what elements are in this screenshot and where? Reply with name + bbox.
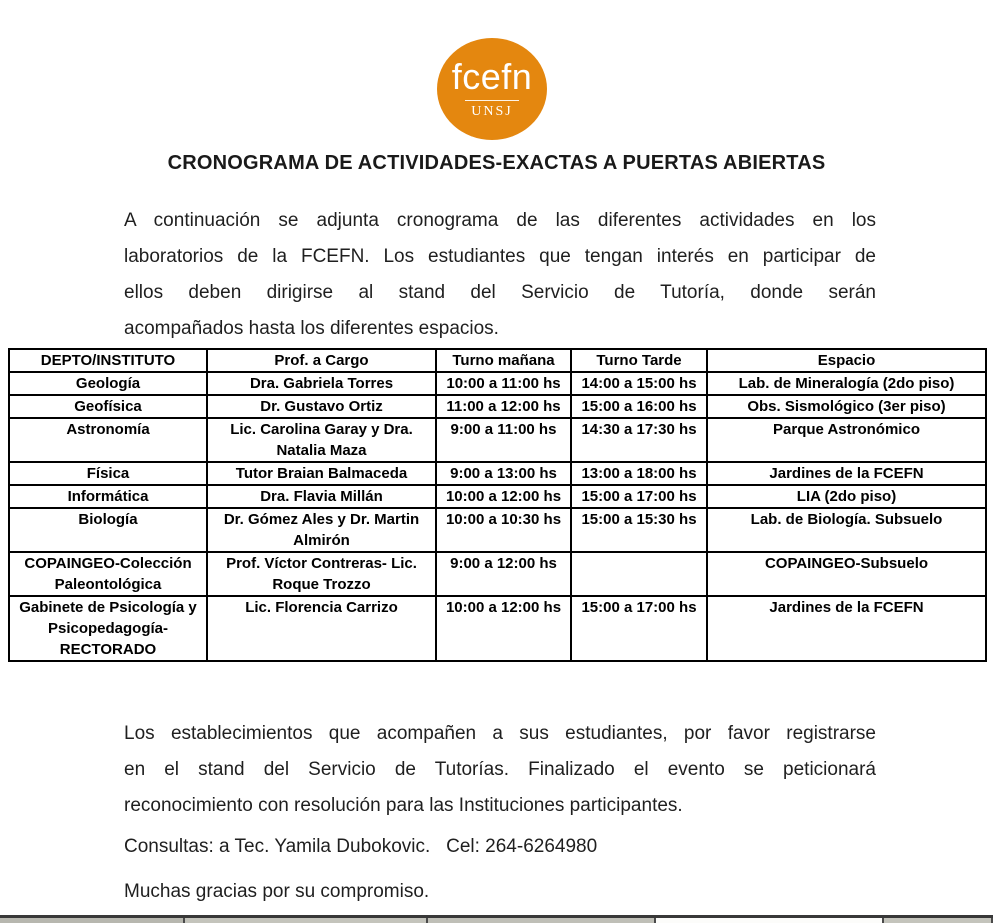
table-cell: 15:00 a 16:00 hs xyxy=(571,395,707,418)
logo-text: fcefn xyxy=(451,55,533,97)
table-cell: Lic. Carolina Garay y Dra. Natalia Maza xyxy=(207,418,436,462)
header-depto: DEPTO/INSTITUTO xyxy=(9,349,207,372)
table-cell: Astronomía xyxy=(9,418,207,462)
table-cell: 10:00 a 10:30 hs xyxy=(436,508,571,552)
table-cell: 14:00 a 15:00 hs xyxy=(571,372,707,395)
cutoff-table-cell xyxy=(185,918,428,923)
table-cell: 9:00 a 13:00 hs xyxy=(436,462,571,485)
fcefn-logo xyxy=(437,38,547,140)
closing-line: reconocimiento con resolución para las Instituciones participantes. xyxy=(124,795,683,816)
table-cell: COPAINGEO-Colección Paleontológica xyxy=(9,552,207,596)
table-cell: 10:00 a 11:00 hs xyxy=(436,372,571,395)
table-cell: Geología xyxy=(9,372,207,395)
intro-line: ellos deben dirigirse al stand del Servicio de Tutoría, donde serán xyxy=(124,282,876,303)
table-cell: Lab. de Biología. Subsuelo xyxy=(707,508,986,552)
intro-line: A continuación se adjunta cronograma de las diferentes actividades en los xyxy=(124,210,876,231)
table-row xyxy=(9,508,986,552)
closing-line: en el stand del Servicio de Tutorías. Finalizado el evento se peticionará xyxy=(124,759,876,780)
closing-paragraph xyxy=(124,716,876,824)
table-cell: 9:00 a 11:00 hs xyxy=(436,418,571,462)
table-cell: 11:00 a 12:00 hs xyxy=(436,395,571,418)
intro-line: laboratorios de la FCEFN. Los estudiantes que tengan interés en participar de xyxy=(124,246,876,267)
logo-subtext: UNSJ xyxy=(471,103,513,119)
table-cell: 9:00 a 12:00 hs xyxy=(436,552,571,596)
table-cell: LIA (2do piso) xyxy=(707,485,986,508)
table-cell: Prof. Víctor Contreras- Lic. Roque Trozzo xyxy=(207,552,436,596)
table-row xyxy=(9,552,986,596)
table-cell: COPAINGEO-Subsuelo xyxy=(707,552,986,596)
logo-divider xyxy=(465,100,519,101)
table-cell: Lab. de Mineralogía (2do piso) xyxy=(707,372,986,395)
table-row xyxy=(9,418,986,462)
table-cell: Geofísica xyxy=(9,395,207,418)
table-cell: Lic. Florencia Carrizo xyxy=(207,596,436,661)
header-turno-tarde: Turno Tarde xyxy=(571,349,707,372)
table-cell: Informática xyxy=(9,485,207,508)
table-cell: 15:00 a 17:00 hs xyxy=(571,485,707,508)
thanks-line: Muchas gracias por su compromiso. xyxy=(124,881,430,902)
table-cell: Parque Astronómico xyxy=(707,418,986,462)
table-row xyxy=(9,485,986,508)
table-cell: Biología xyxy=(9,508,207,552)
intro-paragraph xyxy=(124,203,876,347)
cutoff-table-cell xyxy=(656,918,884,923)
table-cell: 10:00 a 12:00 hs xyxy=(436,596,571,661)
cutoff-table-cell xyxy=(428,918,656,923)
table-cell: Tutor Braian Balmaceda xyxy=(207,462,436,485)
schedule-table xyxy=(8,348,987,662)
table-cell: 10:00 a 12:00 hs xyxy=(436,485,571,508)
intro-line: acompañados hasta los diferentes espacios. xyxy=(124,318,499,339)
cutoff-table-cell xyxy=(884,918,993,923)
closing-line: Los establecimientos que acompañen a sus estudiantes, por favor registrarse xyxy=(124,723,876,744)
table-row xyxy=(9,395,986,418)
table-cell xyxy=(571,552,707,596)
table-row xyxy=(9,372,986,395)
table-cell: 14:30 a 17:30 hs xyxy=(571,418,707,462)
table-row xyxy=(9,596,986,661)
cutoff-table-cell xyxy=(0,918,185,923)
table-header-row xyxy=(9,349,986,372)
header-prof: Prof. a Cargo xyxy=(207,349,436,372)
table-cell: Gabinete de Psicología y Psicopedagogía- RECTORADO xyxy=(9,596,207,661)
header-turno-manana: Turno mañana xyxy=(436,349,571,372)
table-cell: Jardines de la FCEFN xyxy=(707,462,986,485)
table-cell: 15:00 a 17:00 hs xyxy=(571,596,707,661)
table-cell: Dra. Gabriela Torres xyxy=(207,372,436,395)
header-espacio: Espacio xyxy=(707,349,986,372)
table-cell: Dra. Flavia Millán xyxy=(207,485,436,508)
page-title: CRONOGRAMA DE ACTIVIDADES-EXACTAS A PUERTAS ABIERTAS xyxy=(167,152,826,174)
table-cell: Obs. Sismológico (3er piso) xyxy=(707,395,986,418)
table-cell: Dr. Gómez Ales y Dr. Martin Almirón xyxy=(207,508,436,552)
table-cell: Física xyxy=(9,462,207,485)
table-cell: 15:00 a 15:30 hs xyxy=(571,508,707,552)
table-row xyxy=(9,462,986,485)
table-cell: Dr. Gustavo Ortiz xyxy=(207,395,436,418)
contact-line: Consultas: a Tec. Yamila Dubokovic. Cel: 264-6264980 xyxy=(124,836,598,857)
cutoff-table-edge xyxy=(0,915,993,923)
table-cell: 13:00 a 18:00 hs xyxy=(571,462,707,485)
table-cell: Jardines de la FCEFN xyxy=(707,596,986,661)
